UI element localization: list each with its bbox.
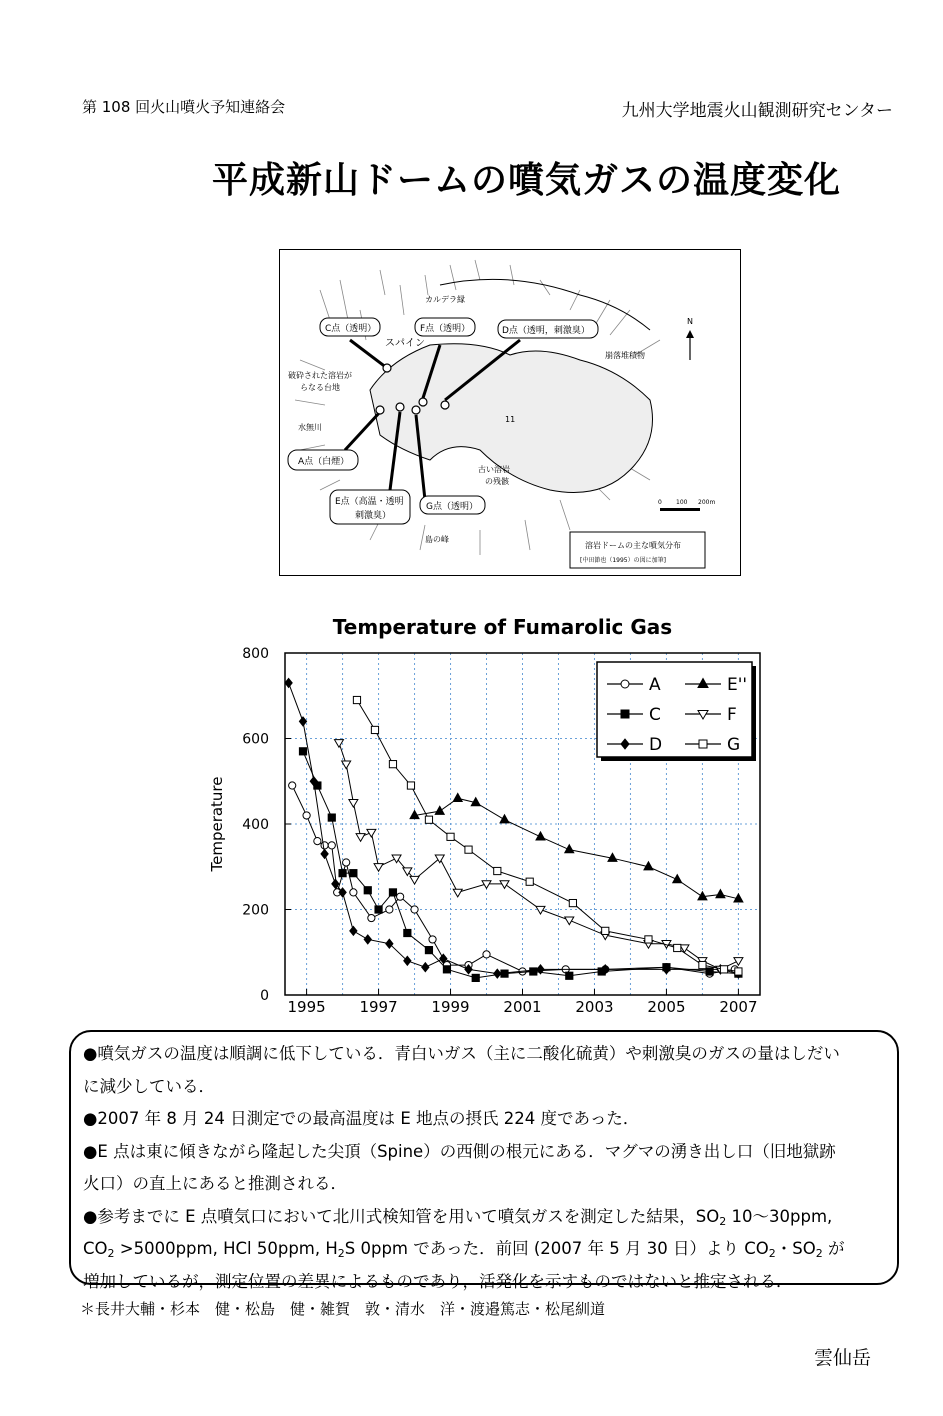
note-subscript: 2 <box>719 1214 727 1228</box>
series-0-point <box>429 936 436 943</box>
map-number-label: 11 <box>505 415 516 424</box>
series-0-point <box>321 842 328 849</box>
series-4-point <box>349 799 358 807</box>
y-tick-label: 400 <box>242 817 269 833</box>
authors: ＊長井大輔・杉本 健・松島 健・雑賀 敦・清水 洋・渡邉篤志・松尾紃道 <box>80 1300 606 1318</box>
note-text: 10〜30ppm, <box>726 1206 833 1226</box>
note-subscript: 2 <box>815 1247 823 1260</box>
north-arrowhead <box>686 330 694 338</box>
caldera-rim-label: カルデラ縁 <box>425 295 465 304</box>
series-3-point <box>698 892 707 900</box>
note-subscript: 2 <box>107 1247 115 1260</box>
dome-map-figure <box>279 249 741 576</box>
map-legend-title: 溶岩ドームの主な噴気分布 <box>585 541 681 550</box>
series-5-point <box>699 961 706 968</box>
crushed-lava-label-2: らなる台地 <box>300 383 340 392</box>
series-1-point <box>375 906 382 913</box>
series-0-point <box>350 889 357 896</box>
note-text: 火口）の直上にあると推測される． <box>83 1174 347 1193</box>
series-2-point <box>299 717 306 726</box>
note-text: ●噴気ガスの温度は順調に低下している．青白いガス（主に二酸化硫黄）や刺激臭のガスの量はしだい <box>83 1044 840 1063</box>
notes-box <box>69 1030 899 1291</box>
scale-bar <box>660 508 700 511</box>
y-axis-label: Temperature <box>208 776 226 872</box>
series-0-point <box>386 906 393 913</box>
series-4-point <box>500 881 509 889</box>
note-text: に減少している． <box>83 1076 215 1096</box>
legend-label: E'' <box>727 675 748 695</box>
series-1-point <box>443 966 450 973</box>
series-3-line <box>415 798 739 898</box>
series-5-point <box>645 936 652 943</box>
series-1-point <box>530 968 537 975</box>
series-0-point <box>411 906 418 913</box>
legend-label: D <box>649 735 663 755</box>
note-text: ●E 点は東に傾きながら隆起した尖頂（Spine）の西側の根元にある．マグマの湧き出し口（旧地獄跡 <box>83 1141 836 1161</box>
series-0-point <box>314 838 321 845</box>
point-e-label-2: 刺激臭） <box>355 511 392 521</box>
series-5-point <box>494 867 501 874</box>
point-c-label: C点（透明） <box>325 324 377 334</box>
note-text: S 0ppm であった．前回 (2007 年 5 月 30 日）より CO <box>344 1239 769 1258</box>
note-text: >5000ppm, HCl 50ppm, H <box>114 1239 338 1258</box>
note-line <box>83 1168 883 1201</box>
series-4-point <box>356 834 365 842</box>
dome-map <box>280 250 741 576</box>
series-0-point <box>303 812 310 819</box>
series-1-point <box>472 974 479 981</box>
note-line <box>83 1136 883 1169</box>
series-1-point <box>350 870 357 877</box>
series-5-point <box>674 944 681 951</box>
series-0-point <box>328 842 335 849</box>
note-text: が <box>822 1239 845 1258</box>
series-0-point <box>289 782 296 789</box>
series-2-point <box>285 678 292 687</box>
x-tick-label: 1995 <box>287 998 326 1016</box>
y-tick-label: 200 <box>242 902 269 919</box>
series-5-point <box>465 846 472 853</box>
x-tick-label: 2003 <box>575 998 614 1016</box>
x-tick-label: 1997 <box>359 998 398 1016</box>
series-4-point <box>435 855 444 863</box>
spine-label: スパイン <box>385 338 425 349</box>
old-lava-label-1: 古い溶岩 <box>478 465 510 474</box>
series-5-point <box>425 816 432 823</box>
meeting-name: 第 108 回火山噴火予知連絡会 <box>82 98 286 116</box>
note-text: ・SO <box>775 1239 816 1258</box>
y-tick-label: 600 <box>242 731 269 748</box>
organization-name: 九州大学地震火山観測研究センター <box>621 101 893 121</box>
series-2-point <box>386 939 393 948</box>
note-text: CO <box>83 1239 108 1258</box>
series-5-point <box>602 927 609 934</box>
series-5-point <box>371 726 378 733</box>
series-0-point <box>483 951 490 958</box>
mizunashi-river-label: 水無川 <box>298 423 322 432</box>
point-e-label-1: E点（高温・透明 <box>335 497 404 507</box>
legend-marker <box>621 680 629 688</box>
series-1-point <box>299 748 306 755</box>
temperature-chart-svg <box>200 605 780 1025</box>
series-1-point <box>339 870 346 877</box>
legend-label: A <box>649 675 661 695</box>
note-text: ●参考までに E 点噴気口において北川式検知管を用いて噴気ガスを測定した結果，SO <box>83 1206 720 1226</box>
y-tick-label: 0 <box>260 988 269 1004</box>
series-4-point <box>410 876 419 884</box>
point-g-label: G点（透明） <box>426 502 478 512</box>
x-tick-label: 2001 <box>503 998 542 1016</box>
series-5-point <box>353 696 360 703</box>
scale-label-100: 100 <box>676 499 688 506</box>
series-5-point <box>447 833 454 840</box>
series-1-point <box>404 929 411 936</box>
series-0-point <box>343 859 350 866</box>
x-tick-label: 2007 <box>719 998 758 1016</box>
series-4-point <box>367 829 376 837</box>
series-5-point <box>735 968 742 975</box>
series-3-point <box>435 806 444 814</box>
series-1-point <box>566 972 573 979</box>
series-2-point <box>364 935 371 944</box>
point-f-label: F点（透明） <box>420 324 471 334</box>
page-title: 平成新山ドームの噴気ガスの温度変化 <box>211 160 841 201</box>
series-2-point <box>404 956 411 965</box>
series-4-point <box>453 889 462 897</box>
note-subscript: 2 <box>337 1247 345 1260</box>
scale-label-0: 0 <box>658 499 662 506</box>
series-2-point <box>494 969 501 978</box>
series-5-point <box>569 899 576 906</box>
series-3-point <box>500 815 509 823</box>
legend-label: G <box>727 735 741 755</box>
note-line <box>83 1103 883 1136</box>
chart-title: Temperature of Fumarolic Gas <box>332 615 673 639</box>
note-line <box>83 1201 883 1234</box>
note-line <box>83 1266 883 1299</box>
note-text: ●2007 年 8 月 24 日測定での最高温度は E 地点の摂氏 224 度であった． <box>83 1109 640 1128</box>
series-4-point <box>565 917 574 925</box>
x-tick-label: 2005 <box>647 998 686 1016</box>
legend-label: C <box>649 705 661 725</box>
note-text: 増加しているが，測定位置の差異によるものであり，活発化を示すものではないと推定される． <box>83 1271 793 1291</box>
series-5-point <box>720 966 727 973</box>
series-1-point <box>328 814 335 821</box>
series-5-point <box>407 782 414 789</box>
series-1-point <box>425 947 432 954</box>
series-4-point <box>734 958 743 966</box>
peak-label: 島の峰 <box>425 535 449 544</box>
note-subscript: 2 <box>768 1247 776 1260</box>
map-legend-source: [中田節也（1995）の図に加筆] <box>580 557 666 564</box>
x-tick-label: 1999 <box>431 998 470 1016</box>
scale-label-200: 200m <box>698 499 716 506</box>
collapse-deposits-label: 崩落堆積物 <box>605 351 645 360</box>
series-5-point <box>526 878 533 885</box>
old-lava-label-2: の残骸 <box>485 477 509 486</box>
series-2-point <box>321 849 328 858</box>
series-2-point <box>350 926 357 935</box>
series-1-point <box>389 889 396 896</box>
series-4-point <box>374 864 383 872</box>
series-3-point <box>453 793 462 801</box>
point-d-label: D点（透明，刺激臭） <box>502 326 590 336</box>
series-2-point <box>422 963 429 972</box>
series-0-point <box>368 914 375 921</box>
series-1-point <box>364 887 371 894</box>
legend-marker <box>699 740 707 748</box>
legend-label: F <box>727 705 737 725</box>
crushed-lava-label-1: 破砕された溶岩が <box>288 371 352 380</box>
volcano-name: 雲仙岳 <box>813 1347 871 1369</box>
y-tick-label: 800 <box>242 646 269 662</box>
legend-marker <box>621 710 629 718</box>
series-5-point <box>389 761 396 768</box>
north-label: N <box>687 317 693 326</box>
series-0-point <box>397 893 404 900</box>
point-a-label: A点（白煙） <box>298 457 350 467</box>
series-3-point <box>536 832 545 840</box>
temperature-chart <box>200 605 780 1025</box>
note-line <box>83 1233 883 1266</box>
series-3-point <box>716 890 725 898</box>
note-line <box>83 1071 883 1104</box>
note-line <box>83 1038 883 1071</box>
